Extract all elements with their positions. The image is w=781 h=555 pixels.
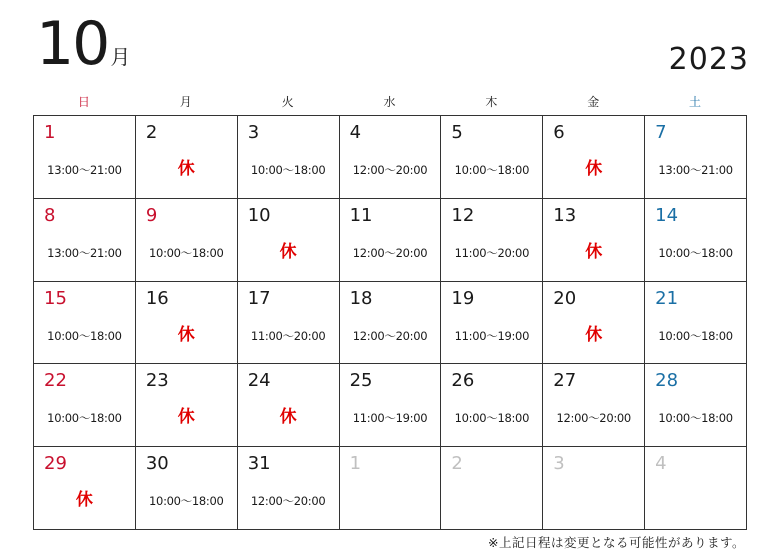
day-number: 6	[553, 122, 565, 143]
calendar-day-cell	[340, 199, 442, 282]
business-hours: 10:00～18:00	[658, 411, 733, 426]
calendar-day-cell	[136, 116, 238, 199]
day-number: 23	[145, 370, 169, 392]
calendar-day-cell	[543, 116, 645, 199]
calendar-day-cell	[34, 447, 136, 530]
day-number: 16	[145, 287, 169, 309]
calendar-day-cell	[34, 116, 136, 199]
business-hours: 13:00～21:00	[47, 245, 122, 260]
day-number: 20	[553, 287, 577, 309]
closed-mark: 休	[585, 324, 603, 345]
day-number: 13	[553, 204, 577, 226]
day-number: 24	[247, 370, 271, 392]
business-hours: 13:00～21:00	[658, 163, 733, 177]
calendar-day-cell	[238, 447, 340, 530]
business-hours: 10:00～18:00	[658, 245, 733, 260]
weekday-label: 月	[179, 95, 192, 109]
weekday-header-row	[33, 92, 746, 114]
month-suffix: 月	[110, 45, 131, 69]
day-number: 27	[553, 370, 577, 392]
business-hours: 10:00～18:00	[47, 411, 122, 426]
day-number: 11	[349, 204, 373, 226]
day-number: 25	[349, 370, 373, 392]
calendar-day-cell	[34, 364, 136, 447]
day-number: 5	[451, 122, 463, 143]
calendar-day-cell	[645, 447, 747, 530]
calendar-day-cell	[238, 364, 340, 447]
closed-mark: 休	[279, 241, 297, 262]
weekday-label: 日	[77, 95, 90, 109]
calendar-day-cell	[136, 199, 238, 282]
calendar-day-cell	[340, 364, 442, 447]
day-number: 30	[145, 453, 169, 475]
day-number: 4	[349, 122, 362, 143]
business-hours: 10:00～18:00	[250, 163, 326, 177]
day-number: 9	[145, 204, 158, 226]
calendar-day-cell	[238, 282, 340, 365]
day-number: 26	[451, 370, 475, 392]
business-hours: 12:00～20:00	[352, 163, 428, 177]
day-number: 15	[44, 287, 67, 309]
weekday-label: 水	[383, 95, 396, 109]
day-number: 2	[145, 122, 158, 143]
day-number: 1	[44, 122, 56, 143]
business-hours: 11:00～19:00	[454, 328, 530, 343]
day-number: 14	[655, 204, 679, 226]
closed-mark: 休	[585, 241, 603, 262]
calendar-day-cell	[34, 282, 136, 365]
schedule-change-note: ※上記日程は変更となる可能性があります。	[488, 535, 745, 550]
calendar-day-cell	[543, 447, 645, 530]
day-number: 12	[451, 204, 475, 226]
business-hours: 12:00～20:00	[250, 494, 326, 509]
calendar-day-cell	[543, 364, 645, 447]
closed-mark: 休	[177, 324, 195, 345]
day-number: 17	[247, 287, 271, 309]
calendar-day-cell	[645, 364, 747, 447]
month-number: 10	[36, 9, 109, 79]
weekday-label: 土	[689, 95, 702, 109]
calendar-day-cell	[136, 364, 238, 447]
day-number: 3	[553, 453, 565, 475]
day-number: 7	[655, 122, 667, 143]
calendar-day-cell	[238, 199, 340, 282]
calendar-day-cell	[441, 364, 543, 447]
calendar-day-cell	[34, 199, 136, 282]
business-hours: 10:00～18:00	[454, 163, 530, 177]
day-number: 10	[247, 204, 271, 226]
day-number: 1	[349, 453, 362, 475]
calendar-day-cell	[441, 447, 543, 530]
calendar-day-cell	[645, 116, 747, 199]
business-hours: 11:00～19:00	[352, 411, 428, 426]
day-number: 18	[349, 287, 373, 309]
day-number: 21	[655, 287, 679, 309]
business-hours: 12:00～20:00	[352, 328, 428, 343]
business-hours: 10:00～18:00	[47, 328, 122, 343]
day-number: 2	[451, 453, 463, 475]
business-hours: 10:00～18:00	[149, 494, 224, 509]
weekday-label: 金	[587, 95, 600, 109]
year-label: 2023	[668, 42, 749, 77]
business-hours: 11:00～20:00	[250, 328, 326, 343]
closed-mark: 休	[585, 159, 603, 179]
business-hours: 12:00～20:00	[556, 411, 631, 426]
calendar-day-cell	[340, 116, 442, 199]
closed-mark: 休	[177, 159, 195, 179]
closed-mark: 休	[177, 407, 195, 428]
business-hours: 13:00～21:00	[47, 163, 122, 177]
day-number: 28	[655, 370, 679, 392]
closed-mark: 休	[75, 490, 93, 511]
calendar-day-cell	[645, 199, 747, 282]
calendar-day-cell	[441, 282, 543, 365]
month-heading	[36, 9, 131, 82]
weekday-label: 木	[485, 95, 498, 109]
calendar-day-cell	[136, 447, 238, 530]
day-number: 8	[44, 204, 56, 226]
calendar-day-cell	[340, 282, 442, 365]
business-hours: 10:00～18:00	[658, 328, 733, 343]
calendar-day-cell	[136, 282, 238, 365]
calendar-day-cell	[543, 199, 645, 282]
calendar-day-cell	[441, 199, 543, 282]
calendar-day-cell	[543, 282, 645, 365]
business-hours: 10:00～18:00	[454, 411, 530, 426]
day-number: 19	[451, 287, 475, 309]
day-number: 29	[44, 453, 67, 475]
closed-mark: 休	[279, 407, 297, 428]
day-number: 22	[44, 370, 67, 392]
day-number: 4	[655, 453, 667, 475]
day-number: 31	[247, 453, 271, 475]
calendar-day-cell	[441, 116, 543, 199]
weekday-label: 火	[281, 95, 294, 109]
calendar-day-cell	[645, 282, 747, 365]
day-number: 3	[247, 122, 260, 143]
calendar-day-cell	[340, 447, 442, 530]
business-hours: 11:00～20:00	[454, 245, 530, 260]
business-hours: 12:00～20:00	[352, 245, 428, 260]
calendar-day-cell	[238, 116, 340, 199]
calendar-grid	[33, 115, 747, 530]
business-hours: 10:00～18:00	[149, 245, 224, 260]
